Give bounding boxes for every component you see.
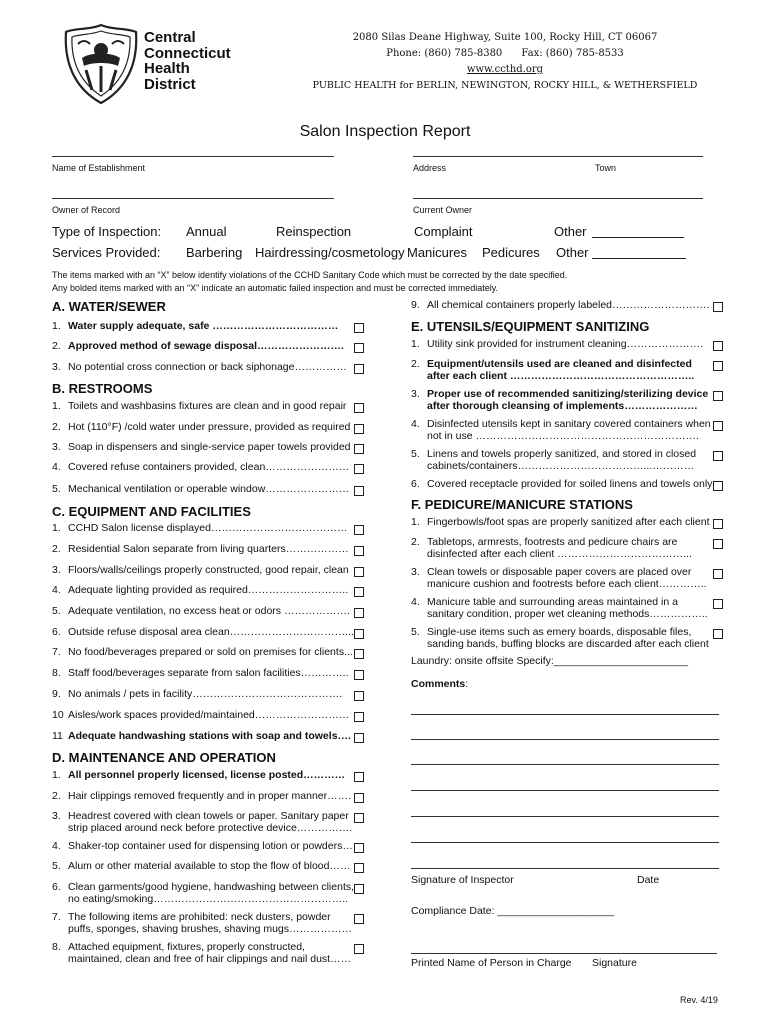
header-address: 2080 Silas Deane Highway, Suite 100, Rocky Hill, CT 06067 (352, 32, 658, 43)
item-number: 2. (411, 358, 420, 370)
service-pedicures[interactable]: Pedicures (482, 245, 540, 260)
item-number: 2. (52, 543, 61, 555)
item-text: No animals / pets in facility……………………………………. (68, 688, 343, 700)
checklist-item (52, 543, 349, 556)
district-seal-icon (62, 22, 140, 106)
type-label: Type of Inspection: (52, 224, 162, 239)
printed-name-label: Printed Name of Person in Charge (411, 957, 572, 969)
current-owner-label: Current Owner (413, 205, 473, 215)
item-text: Proper use of recommended sanitizing/sterilizing device (427, 388, 709, 400)
current-owner-line[interactable] (413, 198, 703, 199)
item-text: Soap in dispensers and single-service paper towels provided (68, 441, 351, 453)
org-name-line: Health (144, 60, 190, 77)
section-heading: C. EQUIPMENT AND FACILITIES (52, 504, 251, 519)
item-text: Residential Salon separate from living quarters……………… (68, 543, 349, 555)
checklist-item (411, 338, 703, 351)
item-number: 10 (52, 709, 64, 721)
item-number: 4. (52, 584, 61, 596)
item-text: Clean towels or disposable paper covers are placed over (427, 566, 692, 578)
type-row (52, 224, 752, 240)
item-number: 5. (52, 483, 61, 495)
checkbox[interactable] (354, 712, 364, 722)
item-text: Disinfected utensils kept in sanitary covered containers when (427, 418, 711, 430)
item-text: Utility sink provided for instrument cleaning…………………. (427, 338, 704, 350)
item-text-continued: no eating/smoking……………………………………………….. (68, 893, 349, 905)
comments-colon: : (465, 678, 469, 690)
checkbox[interactable] (713, 519, 723, 529)
item-number: 1. (411, 338, 420, 350)
item-number: 4. (52, 461, 61, 473)
item-number: 7. (52, 646, 61, 658)
section-heading: B. RESTROOMS (52, 381, 153, 396)
checklist-item (411, 478, 712, 491)
comments-heading (411, 678, 468, 691)
section-heading: F. PEDICURE/MANICURE STATIONS (411, 497, 633, 512)
checklist-item (411, 516, 709, 529)
revision-label: Rev. 4/19 (680, 995, 718, 1005)
comment-line[interactable] (411, 868, 719, 869)
checklist-item (52, 483, 349, 496)
item-text: Equipment/utensils used are cleaned and disinfected (427, 358, 692, 370)
note-violations: The items marked with an “X” below identify violations of the CCHD Sanitary Code which must be corrected by the date specified. (52, 270, 568, 280)
header-towns: PUBLIC HEALTH for BERLIN, NEWINGTON, ROCKY HILL, & WETHERSFIELD (312, 80, 698, 91)
checklist-item (52, 626, 354, 639)
item-number: 4. (411, 418, 420, 430)
checkbox[interactable] (713, 361, 723, 371)
item-number: 2. (52, 421, 61, 433)
item-number: 6. (52, 881, 61, 893)
checklist-item (52, 709, 349, 722)
item-text: Hair clippings removed frequently and in proper manner……. (68, 790, 352, 802)
checkbox[interactable] (354, 944, 364, 954)
checkbox[interactable] (354, 546, 364, 556)
town-label: Town (595, 163, 617, 173)
checkbox[interactable] (354, 608, 364, 618)
item-number: 5. (52, 860, 61, 872)
item-text-continued: manicure cushion and footrests before each client………….. (427, 578, 707, 590)
item-text: Single-use items such as emery boards, disposable files, (427, 626, 692, 638)
name-line[interactable] (52, 156, 334, 157)
checklist-item (52, 860, 350, 873)
services-row (52, 245, 752, 261)
services-label: Services Provided: (52, 245, 161, 260)
item-number: 1. (52, 769, 61, 781)
item-text: No food/beverages prepared or sold on premises for clients... (68, 646, 353, 658)
person-in-charge-line[interactable] (411, 953, 717, 954)
service-hairdressing[interactable]: Hairdressing/cosmetology (255, 245, 405, 260)
comment-line[interactable] (411, 764, 719, 765)
comments-label: Comments (411, 678, 466, 690)
page-title: Salon Inspection Report (299, 123, 471, 140)
owner-line[interactable] (52, 198, 334, 199)
checklist-item (52, 790, 351, 803)
type-reinspection[interactable]: Reinspection (276, 224, 352, 239)
checklist-item (52, 730, 351, 743)
checklist-item (52, 584, 348, 597)
checklist-item (52, 564, 349, 577)
section-heading: D. MAINTENANCE AND OPERATION (52, 750, 276, 765)
checklist-item (52, 522, 348, 535)
section-heading: E. UTENSILS/EQUIPMENT SANITIZING (411, 319, 650, 334)
item-text: Linens and towels properly sanitized, and stored in closed (427, 448, 697, 460)
item-text: Headrest covered with clean towels or paper. Sanitary paper (68, 810, 349, 822)
address-label: Address (413, 163, 447, 173)
checklist-item (52, 421, 350, 434)
item-text: Manicure table and surrounding areas maintained in a (427, 596, 678, 608)
checklist-item (52, 441, 351, 454)
item-text-continued: maintained, clean and free of hair clippings and nail dust…… (68, 953, 352, 965)
checkbox[interactable] (354, 444, 364, 454)
item-text: Attached equipment, fixtures, properly constructed, (68, 941, 305, 953)
item-text-continued: disinfected after each client ………………………………... (427, 548, 692, 560)
item-text: Shaker-top container used for dispensing lotion or powders… (68, 840, 353, 852)
item-number: 5. (411, 448, 420, 460)
item-text: All chemical containers properly labeled………………………. (427, 299, 710, 311)
checkbox[interactable] (354, 587, 364, 597)
checkbox[interactable] (354, 486, 364, 496)
checkbox[interactable] (713, 451, 723, 461)
item-number: 2. (52, 340, 61, 352)
checkbox[interactable] (713, 421, 723, 431)
item-number: 1. (52, 522, 61, 534)
item-text-continued: after thorough cleansing of implements………………… (427, 400, 698, 412)
item-number: 5. (52, 605, 61, 617)
item-text-continued: sanding bands, buffing blocks are discarded after each client (427, 638, 709, 650)
item-text-continued: strip placed around neck before protective device……………. (68, 822, 353, 834)
checkbox[interactable] (713, 629, 723, 639)
note-bolded: Any bolded items marked with an “X” indicate an automatic failed inspection and must be corrected immediately. (52, 283, 499, 293)
org-name-line: Central (144, 29, 196, 46)
item-text: No potential cross connection or back siphonage…………… (68, 361, 347, 373)
item-text: Aisles/work spaces provided/maintained……………………… (68, 709, 350, 721)
checkbox[interactable] (713, 341, 723, 351)
checkbox[interactable] (354, 323, 364, 333)
checkbox[interactable] (713, 391, 723, 401)
inspector-signature-label: Signature of Inspector (411, 874, 514, 886)
item-number: 6. (411, 478, 420, 490)
item-text: The following items are prohibited: neck dusters, powder (68, 911, 331, 923)
item-text: Fingerbowls/foot spas are properly sanitized after each client (427, 516, 710, 528)
item-number: 3. (52, 810, 61, 822)
item-text: Tabletops, armrests, footrests and pedicure chairs are (427, 536, 678, 548)
checkbox[interactable] (713, 539, 723, 549)
checkbox[interactable] (354, 364, 364, 374)
compliance-date-field[interactable]: Compliance Date: ____________________ (411, 905, 615, 917)
checkbox[interactable] (713, 569, 723, 579)
header-website[interactable]: www.ccthd.org (466, 64, 544, 75)
checklist-item (52, 400, 346, 413)
checkbox[interactable] (354, 464, 364, 474)
item-number: 2. (411, 536, 420, 548)
item-number: 9. (411, 299, 420, 311)
service-other[interactable]: Other (556, 245, 589, 260)
item-text-continued: sanitary condition, proper wet cleaning methods…………….. (427, 608, 708, 620)
district-logo (62, 22, 140, 106)
checkbox[interactable] (354, 843, 364, 853)
item-text: Hot (110°F) /cold water under pressure, provided as required (68, 421, 351, 433)
item-number: 2. (52, 790, 61, 802)
checklist-item (52, 688, 342, 701)
item-text: Covered receptacle provided for soiled linens and towels only (427, 478, 713, 490)
item-number: 3. (411, 566, 420, 578)
item-number: 4. (52, 840, 61, 852)
comment-line[interactable] (411, 790, 719, 791)
checklist-item (52, 361, 347, 374)
name-label: Name of Establishment (52, 163, 146, 173)
type-annual[interactable]: Annual (186, 224, 227, 239)
checkbox[interactable] (713, 302, 723, 312)
item-number: 1. (52, 400, 61, 412)
comment-line[interactable] (411, 714, 719, 715)
checkbox[interactable] (354, 525, 364, 535)
service-barbering[interactable]: Barbering (186, 245, 243, 260)
section-heading: A. WATER/SEWER (52, 299, 166, 314)
checklist-item (52, 840, 353, 853)
checklist-item (52, 320, 338, 333)
item-text-continued: after each client …………………………………………….. (427, 370, 695, 382)
comment-line[interactable] (411, 739, 719, 740)
checkbox[interactable] (354, 733, 364, 743)
service-other-line[interactable] (592, 258, 686, 259)
item-text: Clean garments/good hygiene, handwashing between clients, (68, 881, 355, 893)
checkbox[interactable] (354, 670, 364, 680)
item-text-continued: not in use ………………………………………………………. (427, 430, 699, 442)
item-number: 3. (411, 388, 420, 400)
signature-label: Signature (592, 957, 637, 969)
item-text: Adequate lighting provided as required……………………….. (68, 584, 349, 596)
checkbox[interactable] (354, 772, 364, 782)
header-block (300, 30, 710, 94)
checkbox[interactable] (354, 567, 364, 577)
item-text: All personnel properly licensed, license posted………… (68, 769, 346, 781)
laundry-line[interactable]: Laundry: onsite offsite Specify:_______________________ (411, 655, 689, 667)
item-number: 8. (52, 667, 61, 679)
checkbox[interactable] (713, 599, 723, 609)
checkbox[interactable] (354, 403, 364, 413)
item-text: Adequate handwashing stations with soap and towels…. (68, 730, 351, 742)
item-text-continued: puffs, sponges, shaving brushes, shaving mugs……………… (68, 923, 353, 935)
date-label: Date (637, 874, 660, 886)
item-number: 7. (52, 911, 61, 923)
checkbox[interactable] (354, 914, 364, 924)
checkbox[interactable] (354, 793, 364, 803)
item-number: 8. (52, 941, 61, 953)
item-text: Water supply adequate, safe ……………………………… (68, 320, 339, 332)
item-number: 1. (52, 320, 61, 332)
item-text: Staff food/beverages separate from salon facilities………….. (68, 667, 349, 679)
item-text: Alum or other material available to stop the flow of blood…… (68, 860, 351, 872)
item-number: 3. (52, 564, 61, 576)
checkbox[interactable] (354, 629, 364, 639)
item-number: 4. (411, 596, 420, 608)
item-number: 11 (52, 730, 63, 742)
checklist-item (52, 667, 349, 680)
item-text: Floors/walls/ceilings properly constructed, good repair, clean (68, 564, 349, 576)
checkbox[interactable] (713, 481, 723, 491)
item-text: CCHD Salon license displayed………………………………… (68, 522, 348, 534)
item-text: Outside refuse disposal area clean……………………………... (68, 626, 354, 638)
org-name-line: District (144, 75, 196, 93)
comment-line[interactable] (411, 816, 719, 817)
item-text: Adequate ventilation, no excess heat or odors ………………. (68, 605, 350, 617)
org-name-line: Connecticut (144, 44, 231, 62)
header-phone-fax: Phone: (860) 785-8380 Fax: (860) 785-8533 (386, 48, 624, 59)
item-text: Approved method of sewage disposal……………………. (68, 340, 344, 352)
checkbox[interactable] (354, 424, 364, 434)
item-number: 9. (52, 688, 61, 700)
item-number: 1. (411, 516, 420, 528)
checkbox[interactable] (354, 863, 364, 873)
item-text: Toilets and washbasins fixtures are clean and in good repair (68, 400, 347, 412)
item-number: 3. (52, 441, 61, 453)
item-number: 3. (52, 361, 61, 373)
item-text: Mechanical ventilation or operable window…………………… (68, 483, 350, 495)
type-other-line[interactable] (592, 237, 684, 238)
item-number: 5. (411, 626, 420, 638)
comment-line[interactable] (411, 842, 719, 843)
checklist-item (411, 299, 709, 312)
org-name (144, 30, 231, 92)
checkbox[interactable] (354, 884, 364, 894)
checklist-item (52, 769, 345, 782)
item-text: Covered refuse containers provided, clean…………………… (68, 461, 350, 473)
item-text-continued: cabinets/containers………………………………...………… (427, 460, 695, 472)
service-manicures[interactable]: Manicures (407, 245, 467, 260)
checkbox[interactable] (354, 649, 364, 659)
address-line[interactable] (413, 156, 703, 157)
checkbox[interactable] (354, 691, 364, 701)
checklist-item (52, 646, 353, 659)
type-other[interactable]: Other (554, 224, 587, 239)
checkbox[interactable] (354, 343, 364, 353)
item-number: 6. (52, 626, 61, 638)
owner-label: Owner of Record (52, 205, 121, 215)
checklist-item (52, 461, 349, 474)
checklist-item (52, 605, 350, 618)
checkbox[interactable] (354, 813, 364, 823)
checklist-item (52, 340, 344, 353)
type-complaint[interactable]: Complaint (414, 224, 473, 239)
